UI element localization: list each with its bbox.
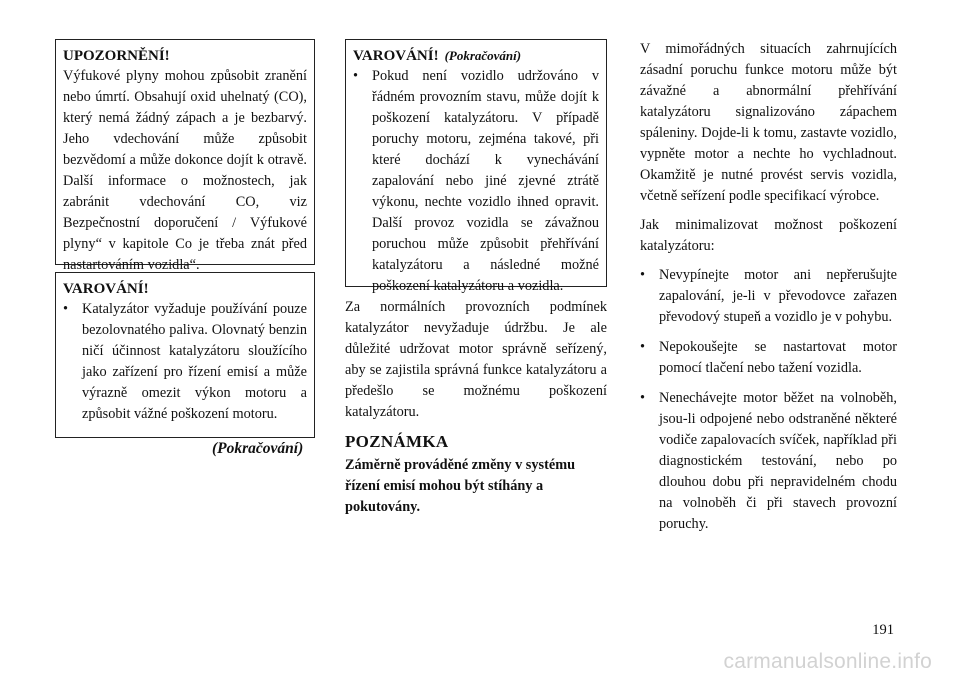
column-right [640,39,897,544]
list-item [640,388,897,535]
warning-box-exhaust [55,39,315,273]
bullet-glyph: • [640,267,646,283]
bullet-glyph: • [63,301,69,317]
bullet-glyph: • [640,390,646,406]
note-text: Záměrně prováděné změny v systému řízení emisí mohou být stíhány a pokutovány. [345,457,576,515]
bullet-text: Nevypínejte motor ani nepřerušujte zapalování, je-li v převodovce zařazen převodový stupeň a vozidlo je v pohybu. [659,267,897,325]
bullet-text: Katalyzátor vyžaduje používání pouze bezolovnatého paliva. Olovnatý benzin ničí účinnost katalyzátoru sloužícího jako zařízení pro řízení emisí a může výrazně omezit výkon motoru a způsobit vážné poškození motoru. [82,301,307,422]
bullet-glyph: • [640,339,646,355]
box-text: Výfukové plyny mohou způsobit zranění nebo úmrtí. Obsahují oxid uhelnatý (CO), který nemá žádný zápach a je bezbarvý. Jeho vdechování může způsobit bezvědomí a může dokonce dojít k otravě. Další informace o možnostech, jak zabránit vdechování CO, viz Bezpečnostní doporučení / Výfukové plyny“ v kapitole Co je třeba znát před nastartováním vozidla“. [63,68,307,273]
bullet-glyph: • [353,68,359,84]
page-number: 191 [872,622,894,638]
caution-box-maintenance [345,39,607,294]
watermark-text: carmanualsonline.info [723,650,932,673]
caution-box-fuel [55,272,315,438]
body-paragraph: Jak minimalizovat možnost poškození katalyzátoru: [640,217,897,254]
box-title: UPOZORNĚNÍ! [63,48,170,64]
bullet-text: Nepokoušejte se nastartovat motor pomocí tlačení nebo tažení vozidla. [659,339,897,376]
continued-label: (Pokračování) [212,440,304,457]
box-title-continued: (Pokračování) [444,48,522,63]
bullet-text: Pokud není vozidlo udržováno v řádném provozním stavu, může dojít k poškození katalyzátoru. V případě poruchy motoru, zejména takové, při které dochází k vynechávání zapalování nebo jiné zjevné ztrátě výkonu, nechte vozidlo ihned opravit. Další provoz vozidla se závažnou poruchou může způsobit přehřívání katalyzátoru a následné možné poškození katalyzátoru a vozidla. [372,68,599,294]
bullet-text: Nenechávejte motor běžet na volnoběh, jsou-li odpojené nebo odstraněné některé vodiče zapalovacích svíček, například při diagnostickém testování, nebo po dlouhou dobu při nepravidelném chodu na volnoběh či při stavech provozní poruchy. [659,390,897,532]
list-item [63,299,307,425]
box-title-text: VAROVÁNÍ! [353,48,439,64]
list-item [640,265,897,328]
body-paragraph: V mimořádných situacích zahrnujících zásadní poruchu funkce motoru může být závažné a abnormální přehřívání katalyzátoru signalizováno zápachem spáleniny. Dojde-li k tomu, zastavte vozidlo, vypněte motor a nechte ho vychladnout. Okamžitě je nutné provést servis vozidla, včetně seřízení podle specifikací výrobce. [640,41,897,204]
column-middle [345,297,607,518]
list-item [640,337,897,379]
body-paragraph: Za normálních provozních podmínek katalyzátor nevyžaduje údržbu. Je ale důležité udržovat motor správně seřízený, aby se zajistila správná funkce katalyzátoru a předešlo se možnému poškození katalyzátoru. [345,299,607,420]
list-item [353,66,599,297]
box-title [353,46,599,66]
box-title: VAROVÁNÍ! [63,281,149,297]
section-heading: POZNÁMKA [345,432,449,451]
